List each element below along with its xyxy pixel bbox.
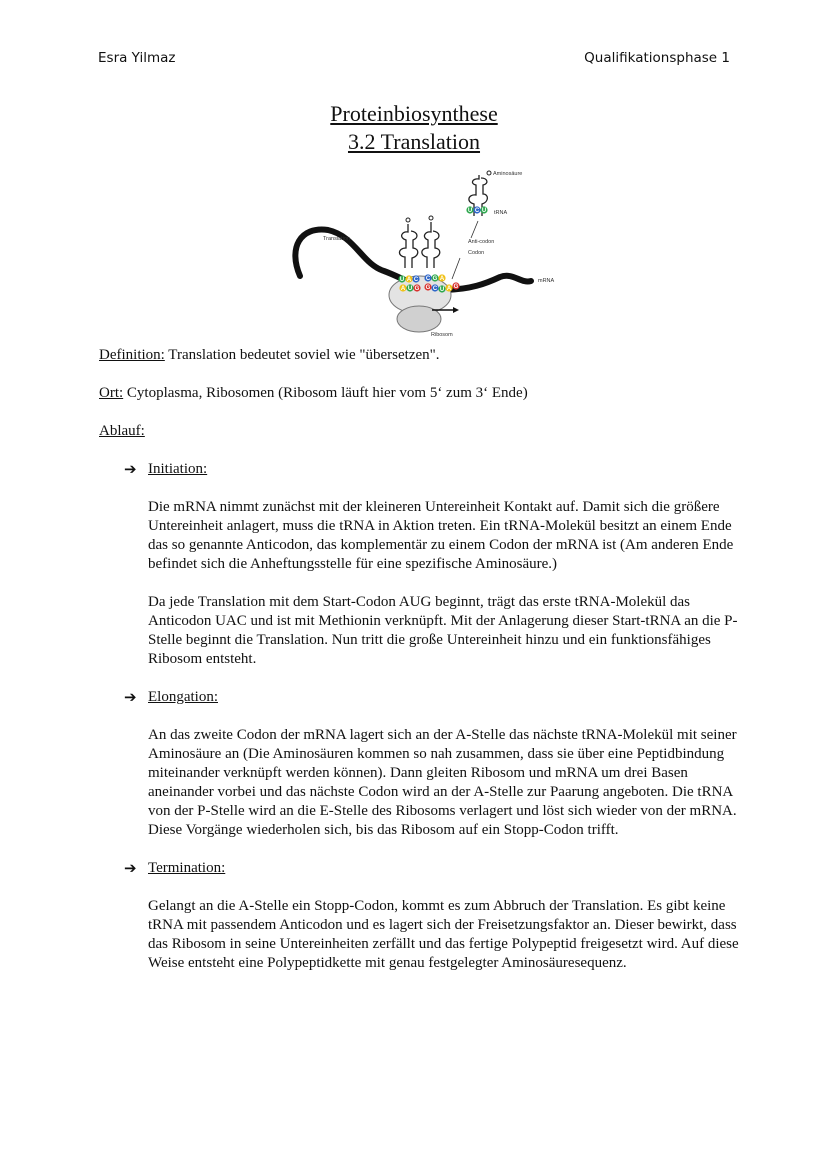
anticodon-pointer: [471, 221, 478, 238]
elongation-title: Elongation:: [148, 689, 218, 705]
arrowhead-icon: [453, 307, 459, 313]
termination-section: [124, 859, 739, 973]
elongation-section: [124, 688, 739, 840]
codon-letter: A: [406, 277, 412, 283]
definition-text: Translation bedeutet soviel wie "übersetzen".: [164, 347, 440, 363]
codon-letter: G: [453, 284, 459, 290]
codon-letter: A: [400, 286, 406, 292]
title-main: Proteinbiosynthese: [330, 101, 498, 126]
label-trna: tRNA: [494, 210, 508, 216]
document-body: [99, 346, 739, 992]
codon-letter: U: [481, 208, 487, 214]
codon-letter: G: [425, 285, 431, 291]
initiation-paragraph-1: Die mRNA nimmt zunächst mit der kleineren Untereinheit Kontakt auf. Damit sich die größere Untereinheit anlagert, muss die tRNA in Aktion treten. Ein tRNA-Molekül besitzt an einem Ende das so genannte Anticodon, das komplementär zu einem Codon der mRNA ist (Am anderen Ende befindet sich die Anheftungsstelle für eine spezifische Aminosäure.): [148, 499, 734, 572]
initiation-section: [124, 460, 739, 669]
codon-letter: U: [439, 287, 445, 293]
label-ribosome: Ribosom: [431, 332, 453, 338]
initiation-paragraph-2: Da jede Translation mit dem Start-Codon AUG beginnt, trägt das erste tRNA-Molekül das Anticodon UAC und ist mit Methionin verknüpft. Mit der Anlagerung dieser Start-tRNA an die P-Stelle beginnt die Translation. Nun tritt die große Untereinheit hinzu und ein funktionsfähiges Ribosom entsteht.: [148, 594, 738, 667]
label-anticodon: Anti-codon: [468, 239, 495, 245]
trna-right-icon: [422, 222, 440, 268]
termination-paragraph: Gelangt an die A-Stelle ein Stopp-Codon, kommt es zum Abbruch der Translation. Es gibt keine tRNA mit passendem Anticodon und es lagert sich der Freisetzungsfaktor an. Dieser bewirkt, dass das Ribosom in seine Untereinheiten zerfällt und das fertige Polypeptid freigesetzt wird. Auf diese Weise entsteht eine Polypeptidkette mit genau festgelegter Aminosäuresequenz.: [148, 898, 739, 971]
codon-letter: U: [399, 277, 405, 283]
termination-title: Termination:: [148, 860, 226, 876]
translation-diagram: [280, 168, 560, 338]
codon-letter: C: [425, 276, 431, 282]
codon-letter: G: [432, 276, 438, 282]
codon-letter: A: [439, 276, 445, 282]
label-translation: Translation: [323, 236, 351, 242]
course-name: Qualifikationsphase 1: [584, 50, 730, 66]
codon-pointer: [452, 258, 460, 279]
arrow-icon: ➔: [124, 859, 137, 877]
definition-label: Definition:: [99, 347, 165, 363]
codon-letter: C: [474, 208, 480, 214]
label-mrna: mRNA: [538, 278, 555, 284]
definition: [99, 346, 739, 365]
codon-letter: U: [467, 208, 473, 214]
elongation-paragraph-2: Diese Vorgänge wiederholen sich, bis das Ribosom auf ein Stopp-Codon trifft.: [148, 822, 619, 838]
location: [99, 384, 739, 403]
codon-letter: A: [446, 286, 452, 292]
arrow-icon: ➔: [124, 688, 137, 706]
codon-letter: U: [407, 286, 413, 292]
process-heading: Ablauf:: [99, 423, 145, 439]
codon-letter: C: [432, 286, 438, 292]
codon-letter: C: [413, 277, 419, 283]
label-amino-acid: Aminosäure: [493, 171, 523, 177]
location-text: Cytoplasma, Ribosomen (Ribosom läuft hier vom 5‘ zum 3‘ Ende): [123, 385, 528, 401]
page-title: [0, 100, 828, 156]
initiation-title: Initiation:: [148, 461, 208, 477]
location-label: Ort:: [99, 385, 124, 401]
elongation-paragraph-1: An das zweite Codon der mRNA lagert sich an der A-Stelle das nächste tRNA-Molekül mit seiner Aminosäure an (Die Aminosäuren kommen so nah zusammen, dass sie über eine Peptidbindung miteinander verknüpft werden können). Dann gleiten Ribosom und mRNA um drei Basen aneinander vorbei und das nächste Codon wird an der A-Stelle zur Paarung angeboten. Die tRNA von der P-Stelle wird an die E-Stelle des Ribosoms verlagert und löst sich wieder von der mRNA.: [148, 727, 737, 819]
title-sub: 3.2 Translation: [347, 129, 481, 154]
label-codon: Codon: [468, 250, 485, 256]
codon-letter: G: [414, 286, 420, 292]
arrow-icon: ➔: [124, 460, 137, 478]
author-name: Esra Yilmaz: [98, 50, 176, 66]
trna-left-icon: [399, 224, 417, 268]
